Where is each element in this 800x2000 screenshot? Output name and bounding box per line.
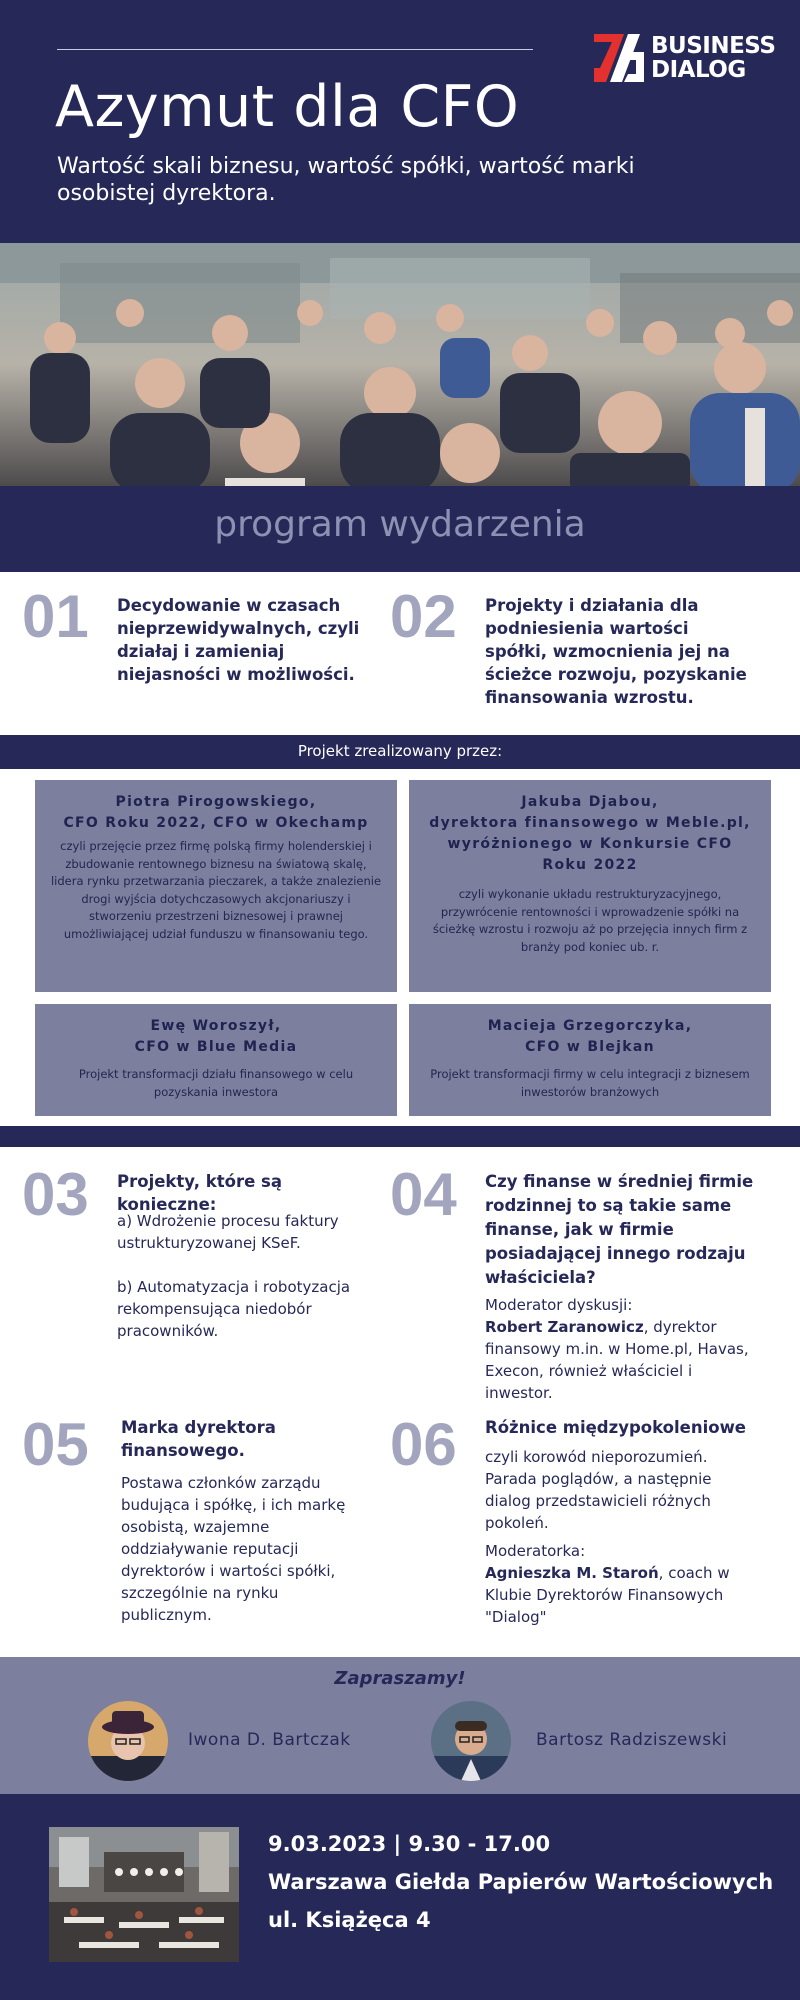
host-name-bartczak: Iwona D. Bartczak [188, 1730, 351, 1750]
logo-mark-icon [594, 34, 644, 82]
invite-title: Zapraszamy! [334, 1668, 466, 1689]
item-number: 04 [390, 1161, 457, 1228]
conference-audience-photo [0, 243, 800, 486]
project-card-djabou [409, 780, 771, 992]
moderator-label: Moderator dyskusji: [485, 1296, 633, 1314]
item-number: 02 [390, 583, 457, 650]
invite-band [0, 1657, 800, 1794]
item-text: Decydowanie w czasach nieprzewidywalnych, czyli działaj i zamieniaj niejasności w możliwości. [117, 596, 360, 684]
header-banner [0, 0, 800, 243]
item-title: Czy finanse w średniej firmie rodzinnej to są takie same finanse, jak w firmie posiadającej innego rodzaju właściciela? [485, 1172, 754, 1287]
host-avatar-radziszewski [431, 1701, 511, 1781]
item-title: Projekty, które są konieczne: [117, 1172, 282, 1214]
program-item-04 [390, 1160, 790, 1410]
project-card-woroszyl [35, 1004, 397, 1116]
item-point-a: a) Wdrożenie procesu faktury ustrukturyzowanej KSeF. [117, 1212, 339, 1252]
host-name-radziszewski: Bartosz Radziszewski [536, 1730, 728, 1750]
project-card-name: Ewę Woroszył, CFO w Blue Media [134, 1018, 298, 1055]
moderator-name: Agnieszka M. Staroń [485, 1564, 659, 1582]
item-title: Marka dyrektora finansowego. [121, 1418, 276, 1460]
venue-photo [49, 1827, 239, 1962]
item-moderator [485, 1540, 755, 1628]
project-card-desc: Projekt transformacji firmy w celu integracji z biznesem inwestorów branżowych [430, 1067, 750, 1099]
project-card-name: Jakuba Djabou, dyrektora finansowego w Meble.pl, wyróżnionego w Konkursie CFO Roku 2022 [429, 794, 751, 873]
event-address: ul. Książęca 4 [268, 1908, 431, 1932]
program-item-03 [22, 1160, 382, 1400]
section-divider [0, 1126, 800, 1147]
program-heading: program wydarzenia [214, 504, 586, 545]
moderator-label: Moderatorka: [485, 1542, 586, 1560]
project-card-name: Piotra Pirogowskiego, CFO Roku 2022, CFO w Okechamp [63, 794, 369, 831]
business-dialog-logo [594, 32, 779, 86]
event-venue: Warszawa Giełda Papierów Wartościowych [268, 1870, 774, 1894]
project-card-pirogowski [35, 780, 397, 992]
event-datetime: 9.03.2023 | 9.30 - 17.00 [268, 1832, 551, 1856]
item-number: 01 [22, 583, 89, 650]
program-item-01 [22, 582, 382, 722]
project-heading-strip [0, 735, 800, 769]
page-subtitle: Wartość skali biznesu, wartość spółki, wartość marki osobistej dyrektora. [57, 154, 635, 206]
page-title: Azymut dla CFO [55, 74, 520, 140]
project-card-grzegorczyk [409, 1004, 771, 1116]
program-heading-band [0, 486, 800, 572]
logo-word-business: BUSINESS [651, 33, 776, 59]
program-item-06 [390, 1410, 790, 1650]
item-point-b: b) Automatyzacja i robotyzacja rekompensująca niedobór pracowników. [117, 1278, 351, 1340]
item-title: Różnice międzypokoleniowe [485, 1418, 747, 1437]
project-heading: Projekt zrealizowany przez: [297, 742, 503, 760]
project-card-desc: czyli przejęcie przez firmę polską firmy holenderskiej i zbudowanie rentownego biznesu na światową skalę, lidera rynku przetwarzania pieczarek, a także znalezienie drogi wyjścia dotychczasowych akcjonariuszy i stworzeniu przestrzeni biznesowej i prawnej umożliwiającej udział funduszu w finansowaniu tego. [50, 839, 382, 941]
host-avatar-bartczak [88, 1701, 168, 1781]
item-text: czyli korowód nieporozumień. Parada poglądów, a następnie dialog przedstawicieli różnych pokoleń. [485, 1448, 712, 1532]
event-footer [0, 1794, 800, 2000]
header-rule [57, 49, 533, 50]
logo-word-dialog: DIALOG [651, 57, 746, 83]
program-item-05 [22, 1410, 382, 1650]
item-number: 03 [22, 1161, 89, 1228]
project-card-name: Macieja Grzegorczyka, CFO w Blejkan [487, 1018, 693, 1055]
item-moderator [485, 1294, 755, 1404]
item-number: 05 [22, 1411, 89, 1478]
program-item-02 [390, 582, 790, 722]
item-number: 06 [390, 1411, 457, 1478]
moderator-name: Robert Zaranowicz [485, 1318, 644, 1336]
project-card-desc: czyli wykonanie układu restrukturyzacyjnego, przywrócenie rentowności i wprowadzenie spółki na ścieżkę wzrostu i rozwoju aż po przejęcia innych firm z branży pod koniec ub. r. [432, 887, 748, 954]
moderator-desc: , dyrektor finansowy m.in. w Home.pl, Havas, Execon, również właściciel i inwestor. [485, 1318, 749, 1402]
project-card-desc: Projekt transformacji działu finansowego w celu pozyskania inwestora [78, 1067, 354, 1099]
moderator-desc: , coach w Klubie Dyrektorów Finansowych "Dialog" [485, 1564, 730, 1626]
item-text: Postawa członków zarządu budująca i spółkę, i ich markę osobistą, wzajemne oddziaływanie reputacji dyrektorów i wartości spółki, szczególnie na rynku publicznym. [121, 1474, 346, 1624]
item-text: Projekty i działania dla podniesienia wartości spółki, wzmocnienia jej na ścieżce rozwoju, pozyskanie finansowania wzrostu. [485, 596, 747, 707]
